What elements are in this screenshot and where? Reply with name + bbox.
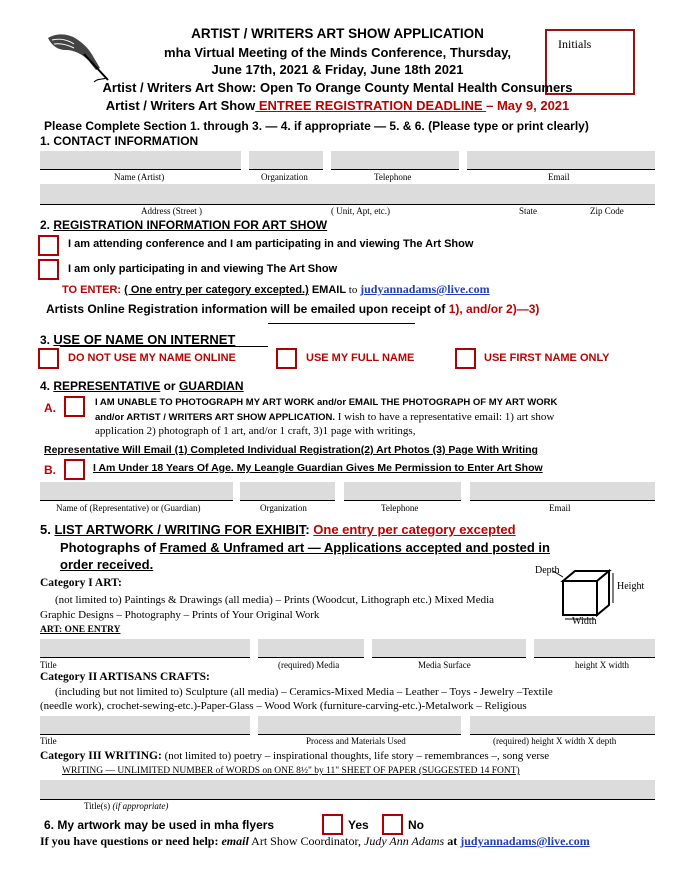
no-checkbox[interactable] (382, 814, 403, 835)
label-craft-title: Title (40, 736, 57, 746)
art-media-field[interactable] (258, 639, 364, 658)
craft-title-field[interactable] (40, 716, 250, 735)
cube-height-label: Height (617, 581, 645, 592)
art-surface-field[interactable] (372, 639, 526, 658)
category2-description: (including but not limited to) Sculpture (all media) – Ceramics-Mixed Media – Leather – Toys - Jewelry –Textile (55, 686, 553, 698)
category1-title: Category I ART: (40, 577, 122, 589)
participating-only-option: I am only participating in and viewing The Art Show (68, 263, 338, 275)
section5-heading: 5. LIST ARTWORK / WRITING FOR EXHIBIT: One entry per category excepted (40, 522, 516, 537)
divider (60, 346, 268, 347)
participating-only-checkbox[interactable] (38, 259, 59, 280)
label-address-street: Address (Street ) (141, 206, 202, 216)
label-craft-process: Process and Materials Used (306, 736, 406, 746)
use-full-name-checkbox[interactable] (276, 348, 297, 369)
label-organization: Organization (261, 172, 308, 182)
art-dimensions-field[interactable] (534, 639, 655, 658)
address-field[interactable] (40, 184, 655, 205)
representative-line: Representative Will Email (1) Completed Individual Registration(2) Art Photos (3) Page With Writing (44, 444, 538, 456)
attending-option: I am attending conference and I am participating in and viewing The Art Show (68, 238, 474, 250)
open-to-line: Artist / Writers Art Show: Open To Orange County Mental Health Consumers (102, 80, 573, 95)
category1-description-2: Graphic Designs – Photography – Prints of Your Original Work (40, 609, 320, 621)
use-first-name-checkbox[interactable] (455, 348, 476, 369)
divider (268, 323, 415, 324)
writing-title-field[interactable] (40, 780, 655, 800)
label-telephone: Telephone (374, 172, 412, 182)
conference-line: mha Virtual Meeting of the Minds Conference, Thursday, (164, 45, 511, 60)
dates-line: June 17th, 2021 & Friday, June 18th 2021 (211, 62, 464, 77)
do-not-use-name-checkbox[interactable] (38, 348, 59, 369)
writing-limit-line: WRITING — UNLIMITED NUMBER of WORDS on ONE 8½" by 11" SHEET OF PAPER (SUGGESTED 14 FONT) (62, 766, 520, 776)
label-email: Email (548, 172, 570, 182)
art-title-field[interactable] (40, 639, 250, 658)
online-info: Artists Online Registration information will be emailed upon receipt of 1), and/or 2)—3) (46, 302, 540, 316)
section2-heading: 2. REGISTRATION INFORMATION FOR ART SHOW (40, 218, 328, 232)
instructions: Please Complete Section 1. through 3. — 4. if appropriate — 5. & 6. (Please type or print clearly) (44, 119, 589, 133)
organization-field[interactable] (249, 151, 323, 170)
option-b-text: I Am Under 18 Years Of Age. My Leangle Guardian Gives Me Permission to Enter Art Show (93, 462, 543, 474)
option-a-text2: and/or ARTIST / WRITERS ART SHOW APPLICATION. I wish to have a representative email: 1) art show (95, 411, 555, 423)
email-link[interactable]: judyannadams@live.com (360, 282, 490, 296)
flyer-permission-text: 6. My artwork may be used in mha flyers (44, 818, 275, 832)
yes-label: Yes (348, 818, 369, 832)
cube-width-label: Width (572, 616, 597, 627)
representative-org-field[interactable] (240, 482, 335, 501)
email-field[interactable] (467, 151, 655, 170)
form-title: ARTIST / WRITERS ART SHOW APPLICATION (191, 26, 484, 41)
use-first-name-label: USE FIRST NAME ONLY (484, 352, 610, 364)
representative-email-field[interactable] (470, 482, 655, 501)
yes-checkbox[interactable] (322, 814, 343, 835)
section3-heading: 3. USE OF NAME ON INTERNET (40, 332, 236, 347)
no-label: No (408, 818, 424, 832)
photos-line: Photographs of Framed & Unframed art — Applications accepted and posted in (60, 540, 550, 555)
option-a-text1: I AM UNABLE TO PHOTOGRAPH MY ART WORK and/or EMAIL THE PHOTOGRAPH OF MY ART WORK (95, 397, 558, 408)
craft-process-field[interactable] (258, 716, 461, 735)
label-craft-dimensions: (required) height X width X depth (493, 736, 617, 746)
section4-heading: 4. REPRESENTATIVE or GUARDIAN (40, 379, 244, 393)
telephone-field[interactable] (331, 151, 459, 170)
option-a-label: A. (44, 401, 56, 415)
label-rep-name: Name of (Representative) or (Guardian) (56, 503, 201, 513)
representative-name-field[interactable] (40, 482, 233, 501)
label-rep-email: Email (549, 503, 571, 513)
deadline-line: Artist / Writers Art Show ENTREE REGISTRATION DEADLINE – May 9, 2021 (105, 98, 570, 113)
cube-depth-label: Depth (535, 565, 560, 576)
label-art-title: Title (40, 660, 57, 670)
label-art-dimensions: height X width (575, 660, 629, 670)
photos-line-2: order received. (60, 557, 154, 572)
section1-heading: 1. CONTACT INFORMATION (40, 134, 199, 148)
option-b-label: B. (44, 463, 56, 477)
use-full-name-label: USE MY FULL NAME (306, 352, 415, 364)
category3-line: Category III WRITING: (not limited to) poetry – inspirational thoughts, life story – remembrances –, song verse (40, 750, 550, 762)
initials-label: Initials (558, 37, 592, 51)
label-rep-org: Organization (260, 503, 307, 513)
label-rep-phone: Telephone (381, 503, 419, 513)
representative-phone-field[interactable] (344, 482, 461, 501)
label-art-media: (required) Media (278, 660, 340, 670)
label-writing-title: Title(s) (if appropriate) (84, 801, 169, 811)
craft-dimensions-field[interactable] (470, 716, 655, 735)
label-unit-apt: ( Unit, Apt, etc.) (331, 206, 390, 216)
category2-description-2: (needle work), crochet-sewing-etc.)-Paper-Glass – Wood Work (furniture-carving-etc.)-Metalwork – Religious (40, 700, 527, 712)
category1-description: (not limited to) Paintings & Drawings (all media) – Prints (Woodcut, Lithograph etc.) Mixed Media (55, 594, 495, 606)
label-name-artist: Name (Artist) (114, 172, 165, 182)
label-state: State (519, 206, 537, 216)
option-a-text3: application 2) photograph of 1 art, and/or 1 craft, 3)1 page with writings, (95, 425, 416, 437)
option-b-checkbox[interactable] (64, 459, 85, 480)
label-art-surface: Media Surface (418, 660, 471, 670)
option-a-checkbox[interactable] (64, 396, 85, 417)
help-line: If you have questions or need help: email Art Show Coordinator, Judy Ann Adams at judyannadams@live.com (40, 834, 590, 848)
coordinator-email-link[interactable]: judyannadams@live.com (460, 834, 590, 848)
do-not-use-name-label: DO NOT USE MY NAME ONLINE (68, 352, 236, 364)
label-zip: Zip Code (590, 206, 624, 216)
category2-title: Category II ARTISANS CRAFTS: (40, 671, 210, 683)
attending-checkbox[interactable] (38, 235, 59, 256)
name-artist-field[interactable] (40, 151, 241, 170)
to-enter-line: TO ENTER: ( One entry per category excepted.) EMAIL to judyannadams@live.com (62, 282, 490, 296)
art-one-entry: ART: ONE ENTRY (40, 625, 121, 635)
